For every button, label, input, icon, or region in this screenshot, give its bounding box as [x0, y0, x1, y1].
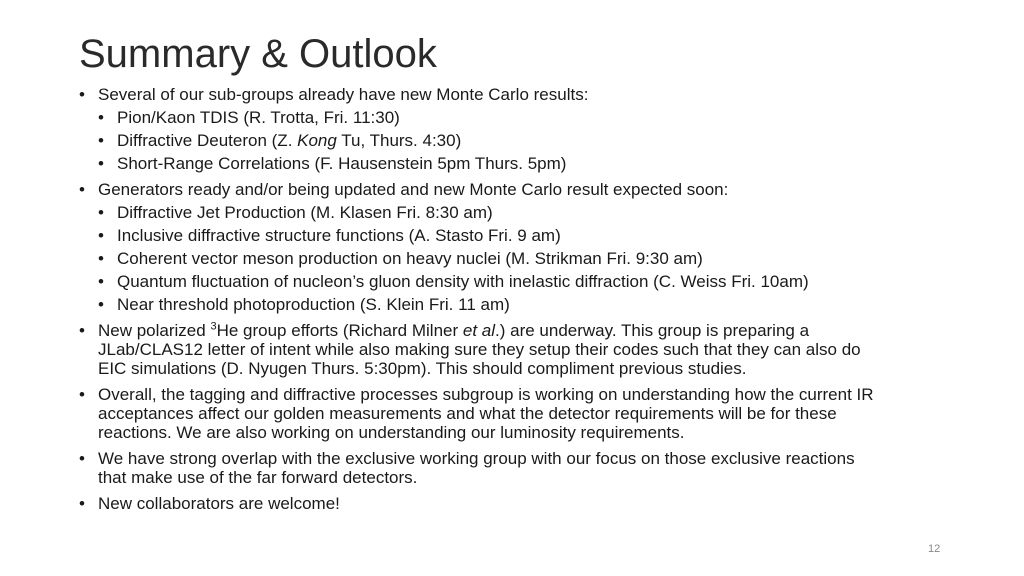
bullet-line-1: • We have strong overlap with the exclusive working group with our focus on those exclusive reactions — [98, 449, 855, 468]
text-italic: et al — [462, 321, 496, 340]
bullet-collaborators — [79, 494, 1004, 513]
sub-bullet-text: Coherent vector meson production on heavy nuclei (M. Strikman Fri. 9:30 am) — [117, 249, 703, 268]
slide-title: Summary & Outlook — [79, 32, 437, 76]
sub-bullet-quantum-fluctuation — [98, 272, 1004, 291]
bullet-generators — [79, 180, 1004, 199]
sub-bullet-text: Inclusive diffractive structure functions (A. Stasto Fri. 9 am) — [117, 226, 561, 245]
sub-bullet-text: Pion/Kaon TDIS (R. Trotta, Fri. 11:30) — [117, 108, 400, 127]
page-number: 12 — [928, 543, 941, 555]
sub-bullet-text: Diffractive Jet Production (M. Klasen Fri. 8:30 am) — [117, 203, 493, 222]
sub-bullet-diffractive-jet — [98, 203, 1004, 222]
slide-body — [79, 85, 1004, 513]
sub-bullet-text-a: Diffractive Deuteron (Z. — [117, 131, 298, 150]
bullet-line-1 — [98, 321, 1004, 340]
bullet-line-1: • Overall, the tagging and diffractive processes subgroup is working on understanding how the current IR — [98, 385, 874, 404]
sub-bullet-diffractive-deuteron — [98, 131, 1004, 150]
sub-bullet-text: Quantum fluctuation of nucleon’s gluon density with inelastic diffraction (C. Weiss Fri. 10am) — [117, 272, 809, 291]
bullet-polarized-he — [79, 321, 1004, 378]
sub-bullet-text-c: Tu, Thurs. 4:30) — [336, 131, 462, 150]
sub-bullet-text: Short-Range Correlations (F. Hausenstein 5pm Thurs. 5pm) — [117, 154, 567, 173]
bullet-line-2: acceptances affect our golden measurements and what the detector requirements will be for these — [98, 404, 837, 423]
text-b: He group efforts (Richard Milner — [216, 321, 463, 340]
bullet-monte-carlo-results — [79, 85, 1004, 104]
bullet-line-3: reactions. We are also working on understanding our luminosity requirements. — [98, 423, 685, 442]
bullet-text: New collaborators are welcome! — [98, 494, 340, 513]
bullet-exclusive-overlap — [79, 449, 1004, 487]
sub-bullet-text-italic: Kong — [297, 131, 337, 150]
bullet-line-2: JLab/CLAS12 letter of intent while also making sure they setup their codes such that they can also do — [98, 340, 861, 359]
text-a: New polarized — [98, 321, 211, 340]
bullet-tagging-diffractive — [79, 385, 1004, 442]
bullet-line-3: EIC simulations (D. Nyugen Thurs. 5:30pm). This should compliment previous studies. — [98, 359, 747, 378]
sub-bullet-short-range — [98, 154, 1004, 173]
sub-bullet-pion-kaon — [98, 108, 1004, 127]
text-d: .) are underway. This group is preparing a — [495, 321, 810, 340]
superscript: 3 — [210, 320, 217, 333]
bullet-line-2: that make use of the far forward detectors. — [98, 468, 418, 487]
sub-bullet-inclusive-diffractive — [98, 226, 1004, 245]
sub-bullet-near-threshold — [98, 295, 1004, 314]
sub-bullet-coherent-vector-meson — [98, 249, 1004, 268]
bullet-text: Several of our sub-groups already have new Monte Carlo results: — [98, 85, 589, 104]
bullet-text: Generators ready and/or being updated and new Monte Carlo result expected soon: — [98, 180, 729, 199]
sub-bullet-text: Near threshold photoproduction (S. Klein Fri. 11 am) — [117, 295, 510, 314]
